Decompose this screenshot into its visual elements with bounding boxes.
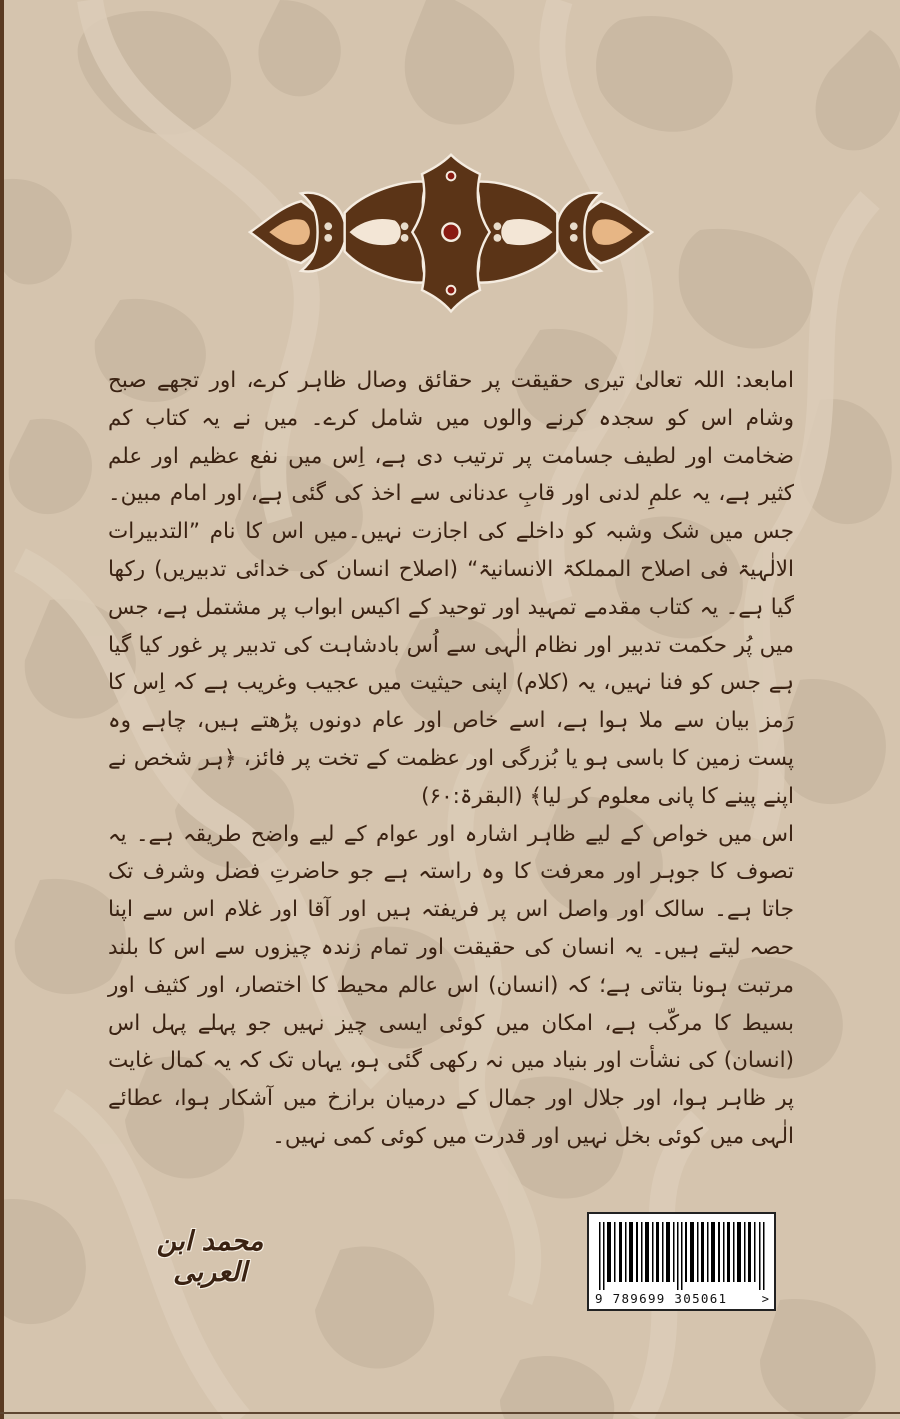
barcode-arrow-icon: >	[761, 1292, 769, 1306]
isbn-barcode	[587, 1212, 776, 1311]
author-signature: محمد ابن العربی	[156, 1226, 264, 1288]
bottom-trim-line	[0, 1412, 900, 1414]
isbn-number: 9 789699 305061	[595, 1291, 728, 1306]
blurb-paragraph: امابعد: اللہ تعالیٰ تیری حقیقت پر حقائق وصال ظاہر کرے، اور تجھے صبح وشام اس کو سجدہ کرنے والوں میں شامل کرے۔ میں نے یہ کتاب کم ضخامت اور لطیف جسامت پر ترتیب دی ہے، اِس میں نفع عظیم اور علم کثیر ہے، یہ علمِ لدنی اور قابِ عدنانی سے اخذ کی گئی ہے، اور امام مبین۔جس میں شک وشبہ کو داخلے کی اجازت نہیں۔میں اس کا نام ”التدبیرات الالٰہیۃ فی اصلاح المملکۃ الانسانیۃ“ (اصلاح انسان کی خدائی تدبیریں) رکھا گیا ہے۔ یہ کتاب مقدمے تمہید اور توحید کے اکیس ابواب پر مشتمل ہے، جس میں پُر حکمت تدبیر اور نظام الٰہی سے اُس بادشاہت کی تدبیر پر غور کیا گیا ہے جس کو فنا نہیں، یہ (کلام) اپنی حیثیت میں عجیب وغریب ہے کہ اِس کا رَمز بیان سے ملا ہوا ہے، اسے خاص اور عام دونوں پڑھتے ہیں، چاہے وہ پست زمین کا باسی ہو یا بُزرگی اور عظمت کے تخت پر فائز، ﴿ہر شخص نے اپنے پینے کا پانی معلوم کر لیا﴾ (البقرۃ:۶۰)	[108, 368, 794, 809]
arabesque-ornament-icon	[248, 152, 654, 318]
back-cover-blurb	[108, 362, 794, 1156]
spine-edge	[0, 0, 4, 1419]
blurb-paragraph: اس میں خواص کے لیے ظاہر اشارہ اور عوام کے لیے واضح طریقہ ہے۔ یہ تصوف کا جوہر اور معرفت کا وہ راستہ ہے جو حاضرتِ فضل وشرف تک جاتا ہے۔ سالک اور واصل اس پر فریفتہ ہیں اور آقا اور غلام اس سے اپنا حصہ لیتے ہیں۔ یہ انسان کی حقیقت اور تمام زندہ چیزوں سے اس کا بلند مرتبت ہونا بتاتی ہے؛ کہ (انسان) اس عالم محیط کا اختصار، اور کثیف اور بسیط کا مرکّب ہے، امکان میں کوئی ایسی چیز نہیں جو پہلے پہل اس (انسان) کی نشأت اور بنیاد میں نہ رکھی گئی ہو، یہاں تک کہ یہ کمال غایت پر ظاہر ہوا، اور جلال اور جمال کے درمیان برازخ میں آشکار ہوا، عطائے الٰہی میں کوئی بخل نہیں اور قدرت میں کوئی کمی نہیں۔	[108, 821, 794, 1149]
barcode-bars-icon	[595, 1222, 771, 1290]
